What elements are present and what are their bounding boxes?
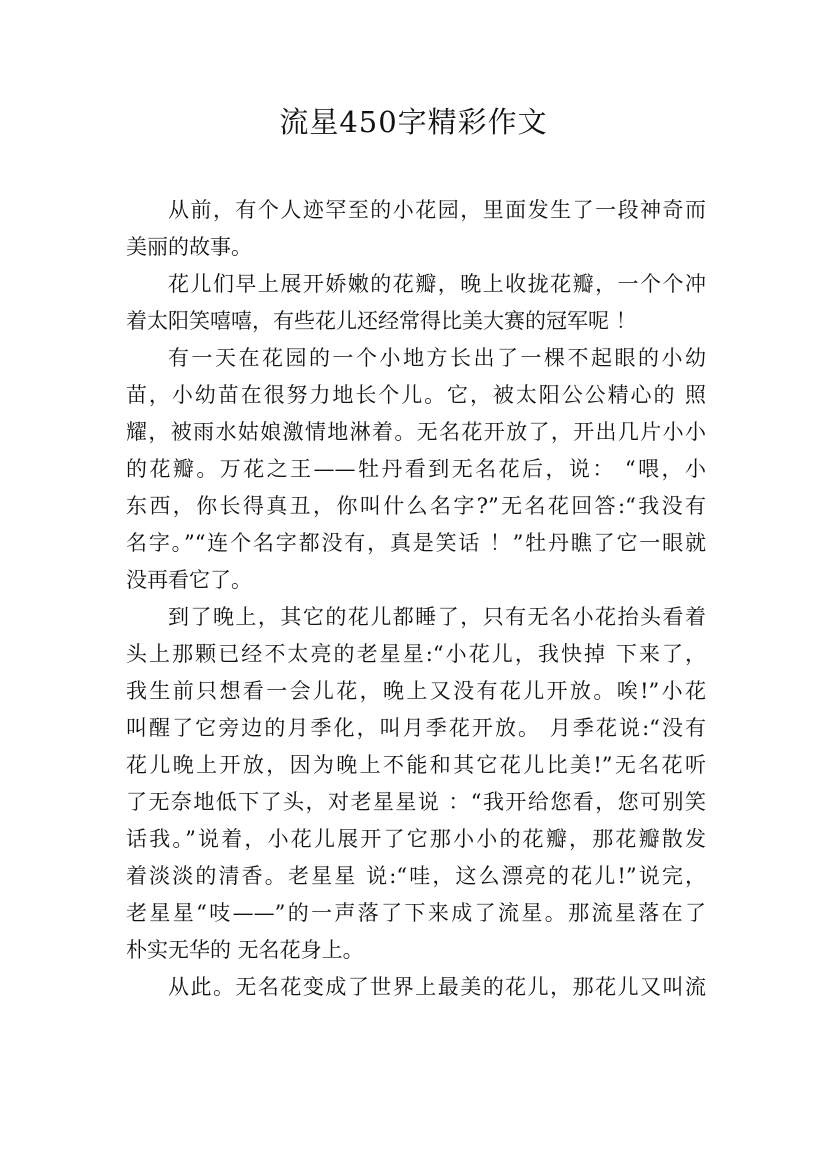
- text-line: 了无奈地低下了头，对老星星说 ：“我开给您看，您可别笑: [126, 790, 706, 814]
- text-line: 到了晚上，其它的花儿都睡了，只有无名小花抬头看着: [168, 605, 706, 629]
- text-line: 东西，你长得真丑，你叫什么名字?”无名花回答:“我没有: [126, 494, 706, 518]
- text-line: 美丽的故事。: [126, 235, 252, 259]
- text-line: 的花瓣。万花之王——牡丹看到无名花后，说： “喂，小: [126, 457, 706, 481]
- text-line: 花儿们早上展开娇嫩的花瓣，晚上收拢花瓣，一个个冲: [168, 272, 706, 296]
- text-line: 朴实无华的 无名花身上。: [126, 938, 364, 962]
- text-line: 名字。”“连个名字都没有，真是笑话 ！”牡丹瞧了它一眼就: [126, 531, 706, 555]
- text-line: 话我。”说着，小花儿展开了它那小小的花瓣，那花瓣散发: [126, 827, 706, 851]
- text-line: 着太阳笑嘻嘻，有些花儿还经常得比美大赛的冠军呢 ！: [126, 309, 637, 333]
- text-line: 有一天在花园的一个小地方长出了一棵不起眼的小幼: [168, 346, 706, 370]
- text-line: 头上那颗已经不太亮的老星星:“小花儿，我快掉 下来了，: [126, 642, 706, 666]
- text-line: 我生前只想看一会儿花，晚上又没有花儿开放。唉!”小花: [126, 679, 706, 703]
- text-line: 从前，有个人迹罕至的小花园，里面发生了一段神奇而: [168, 198, 706, 222]
- text-line: 从此。无名花变成了世界上最美的花儿，那花儿又叫流: [168, 975, 706, 999]
- text-line: 耀，被雨水姑娘激情地淋着。无名花开放了，开出几片小小: [126, 420, 706, 444]
- text-line: 没再看它了。: [126, 568, 252, 592]
- text-line: 着淡淡的清香。老星星 说:“哇，这么漂亮的花儿!”说完，: [126, 864, 706, 888]
- text-line: 苗，小幼苗在很努力地长个儿。它，被太阳公公精心的 照: [126, 383, 706, 407]
- document-title: 流星450字精彩作文: [279, 105, 548, 139]
- text-line: 老星星“吱——”的一声落了下来成了流星。那流星落在了: [126, 901, 706, 925]
- text-line: 花儿晚上开放，因为晚上不能和其它花儿比美!”无名花听: [126, 753, 706, 777]
- document-body: [126, 192, 706, 1006]
- text-line: 叫醒了它旁边的月季化，叫月季花开放。 月季花说:“没有: [126, 716, 706, 740]
